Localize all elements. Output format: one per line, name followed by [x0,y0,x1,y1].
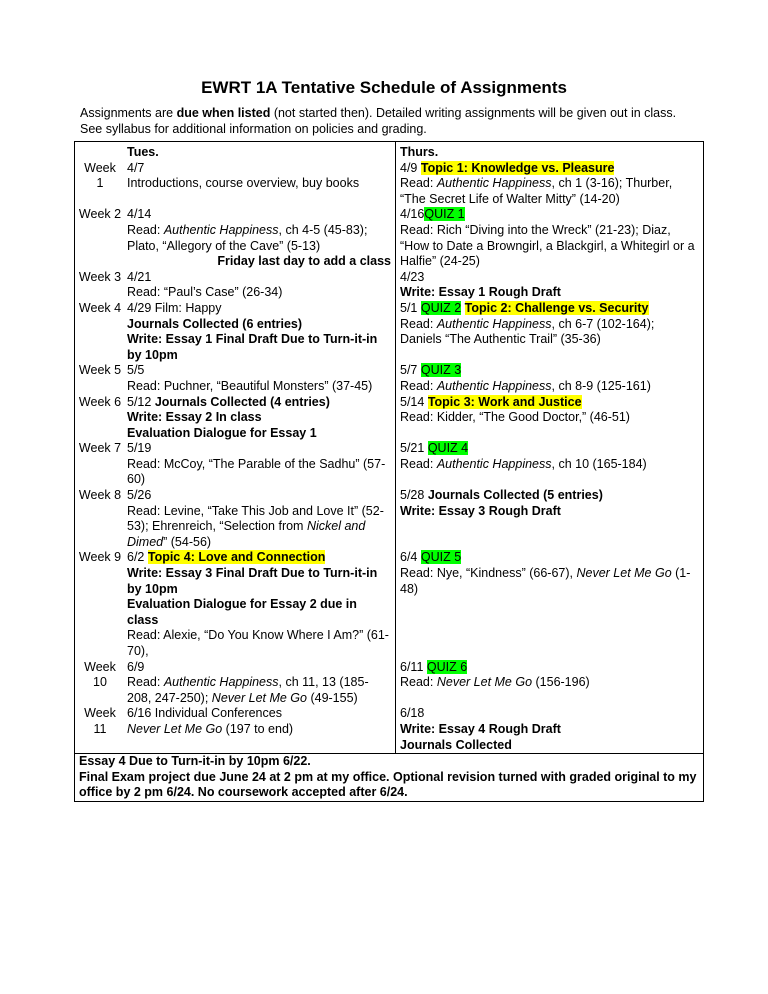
assignment: Read: Kidder, “The Good Doctor,” (46-51) [400,410,630,425]
intro-p1-rest: (not started then). Detailed writing assignments will be given out in class. [270,106,677,120]
intro-p2: See syllabus for additional information on policies and grading. [80,122,427,136]
assignment: , ch 11, 13 (185-208, 247-250); [127,675,369,705]
date: 6/9 [127,659,145,674]
quiz-highlight: QUIZ 5 [420,550,462,565]
footer-line-2: Final Exam project due June 24 at 2 pm at my office. Optional revision turned with graded original to my office by 2 pm 6/24. No coursework accepted after 6/24. [79,769,697,800]
book-title: Authentic Happiness [163,222,279,237]
date: 6/18 [400,706,425,721]
thursday-cell [396,395,704,442]
book-title: Authentic Happiness [436,176,552,191]
tuesday-cell [125,660,396,707]
tuesday-cell [125,706,396,753]
read-prefix: Read: [400,176,437,191]
thursday-cell [396,270,704,301]
evaluation-dialogue: Evaluation Dialogue for Essay 1 [127,425,317,440]
thursday-cell [396,142,704,208]
book-title: Authentic Happiness [436,378,552,393]
assignment: Introductions, course overview, buy books [127,176,360,191]
assignment-end: (49-155) [306,690,358,705]
tues-header: Tues. [127,145,159,159]
tuesday-cell [125,142,396,208]
thursday-cell [396,550,704,659]
assignment: Read: Rich “Diving into the Wreck” (21-23); Diaz, “How to Date a Browngirl, a Blackgirl, a Whitegirl or a Halfie” (24-25) [400,222,695,269]
thursday-cell [396,660,704,707]
journals-collected: Journals Collected [400,737,512,752]
write-assignment: Write: Essay 3 Final Draft Due to Turn-it-in by 10pm [127,566,378,596]
read-prefix: Read: [127,675,164,690]
read-prefix: Read: [400,456,437,471]
week-label: Week 2 [75,207,126,269]
table-row [75,301,704,363]
thurs-header: Thurs. [400,145,439,159]
date: 4/9 [400,160,421,175]
table-row [75,754,704,802]
date: 5/7 [400,363,421,378]
date: 5/28 [400,488,428,503]
thursday-cell [396,363,704,394]
add-class-note: Friday last day to add a class [217,254,391,269]
journals-collected: Journals Collected (4 entries) [154,394,330,409]
week-label: Week 9 [75,550,126,659]
table-row [75,142,704,208]
read-prefix: Read: [400,378,437,393]
assignment: Read: Nye, “Kindness” (66-67), [400,566,577,581]
journals-collected: Journals Collected (6 entries) [127,316,303,331]
tuesday-cell [125,207,396,269]
quiz-highlight: QUIZ 2 [420,300,462,315]
date: 4/29 Film: Happy [127,300,222,315]
read-prefix: Read: [127,222,164,237]
date: 6/4 [400,550,421,565]
tuesday-cell [125,301,396,363]
week-label: Week 3 [75,270,126,301]
table-row [75,706,704,753]
intro-p1-bold: due when listed [176,106,271,120]
assignment: Read: “Paul’s Case” (26-34) [127,285,283,300]
table-row [75,363,704,394]
tuesday-cell [125,550,396,659]
table-row [75,207,704,269]
write-assignment: Write: Essay 3 Rough Draft [400,503,561,518]
quiz-highlight: QUIZ 4 [427,441,469,456]
date: 6/11 [400,659,427,674]
week-label: Week 1 [75,142,126,208]
journals-collected: Journals Collected (5 entries) [427,488,603,503]
assignment-end: (1-48) [400,566,691,596]
assignment: (156-196) [532,675,590,690]
book-title: Never Let Me Go [436,675,533,690]
write-assignment: Write: Essay 1 Final Draft Due to Turn-it-in by 10pm [127,332,378,362]
book-title: Never Let Me Go [127,721,223,736]
assignment: , ch 1 (3-16); Thurber, “The Secret Life of Walter Mitty” (14-20) [400,176,673,206]
topic-highlight: Topic 4: Love and Connection [147,550,326,565]
book-title: Nickel and Dimed [127,519,366,549]
intro-p1: Assignments are [80,106,177,120]
table-row [75,550,704,659]
topic-highlight: Topic 3: Work and Justice [427,394,582,409]
date: 5/12 [127,394,155,409]
topic-highlight: Topic 1: Knowledge vs. Pleasure [420,160,615,175]
assignment-end: ” (54-56) [163,534,212,549]
quiz-highlight: QUIZ 3 [420,363,462,378]
week-label: Week 10 [75,660,126,707]
assignment: (197 to end) [222,721,294,736]
intro-text [80,105,720,137]
thursday-cell [396,301,704,363]
week-label: Week 7 [75,441,126,488]
assignment: Read: McCoy, “The Parable of the Sadhu” (57-60) [127,456,386,487]
date: 5/26 [127,488,152,503]
week-label: Week 6 [75,395,126,442]
date: 5/1 [400,300,421,315]
page-title: EWRT 1A Tentative Schedule of Assignments [201,78,567,97]
table-row [75,488,704,550]
tuesday-cell [125,270,396,301]
assignment: Read: Levine, “Take This Job and Love It” (52-53); Ehrenreich, “Selection from [127,503,384,534]
week-label: Week 4 [75,301,126,363]
week-label: Week 11 [75,706,126,753]
table-row [75,660,704,707]
table-row [75,270,704,301]
topic-highlight: Topic 2: Challenge vs. Security [464,300,649,315]
date: 6/16 Individual Conferences [127,706,282,721]
footer-line-1: Essay 4 Due to Turn-it-in by 10pm 6/22. [79,754,311,769]
quiz-highlight: QUIZ 1 [424,207,465,222]
tuesday-cell [125,441,396,488]
book-title: Authentic Happiness [163,675,279,690]
table-row [75,395,704,442]
date: 6/2 [127,550,148,565]
date: 4/16 [400,207,425,222]
date: 5/5 [127,363,145,378]
book-title: Never Let Me Go [576,566,672,581]
date: 4/23 [400,269,425,284]
date: 4/21 [127,269,152,284]
thursday-cell [396,488,704,550]
book-title: Authentic Happiness [436,316,552,331]
assignment: Read: Puchner, “Beautiful Monsters” (37-45) [127,378,373,393]
assignment: , ch 10 (165-184) [551,456,647,471]
book-title: Never Let Me Go [211,690,307,705]
tuesday-cell [125,363,396,394]
schedule-table [74,141,704,802]
evaluation-dialogue: Evaluation Dialogue for Essay 2 due in class [127,597,357,627]
assignment: , ch 4-5 (45-83); Plato, “Allegory of the Cave” (5-13) [127,222,368,253]
thursday-cell [396,207,704,269]
write-assignment: Write: Essay 4 Rough Draft [400,721,561,736]
tuesday-cell [125,395,396,442]
week-label: Week 8 [75,488,126,550]
book-title: Authentic Happiness [436,456,552,471]
thursday-cell [396,441,704,488]
assignment: Read: Alexie, “Do You Know Where I Am?” (61-70), [127,628,389,658]
thursday-cell [396,706,704,753]
assignment: , ch 6-7 (102-164); Daniels “The Authentic Trail” (35-36) [400,316,655,347]
tuesday-cell [125,488,396,550]
date: 5/14 [400,394,428,409]
date: 4/14 [127,207,152,222]
date: 5/19 [127,441,152,456]
table-row [75,441,704,488]
read-prefix: Read: [400,675,437,690]
date: 5/21 [400,441,428,456]
week-label: Week 5 [75,363,126,394]
footer-cell [75,754,704,802]
date: 4/7 [127,160,145,175]
read-prefix: Read: [400,316,437,331]
write-assignment: Write: Essay 1 Rough Draft [400,285,561,300]
write-assignment: Write: Essay 2 In class [127,410,262,425]
quiz-highlight: QUIZ 6 [426,659,468,674]
assignment: , ch 8-9 (125-161) [551,378,651,393]
